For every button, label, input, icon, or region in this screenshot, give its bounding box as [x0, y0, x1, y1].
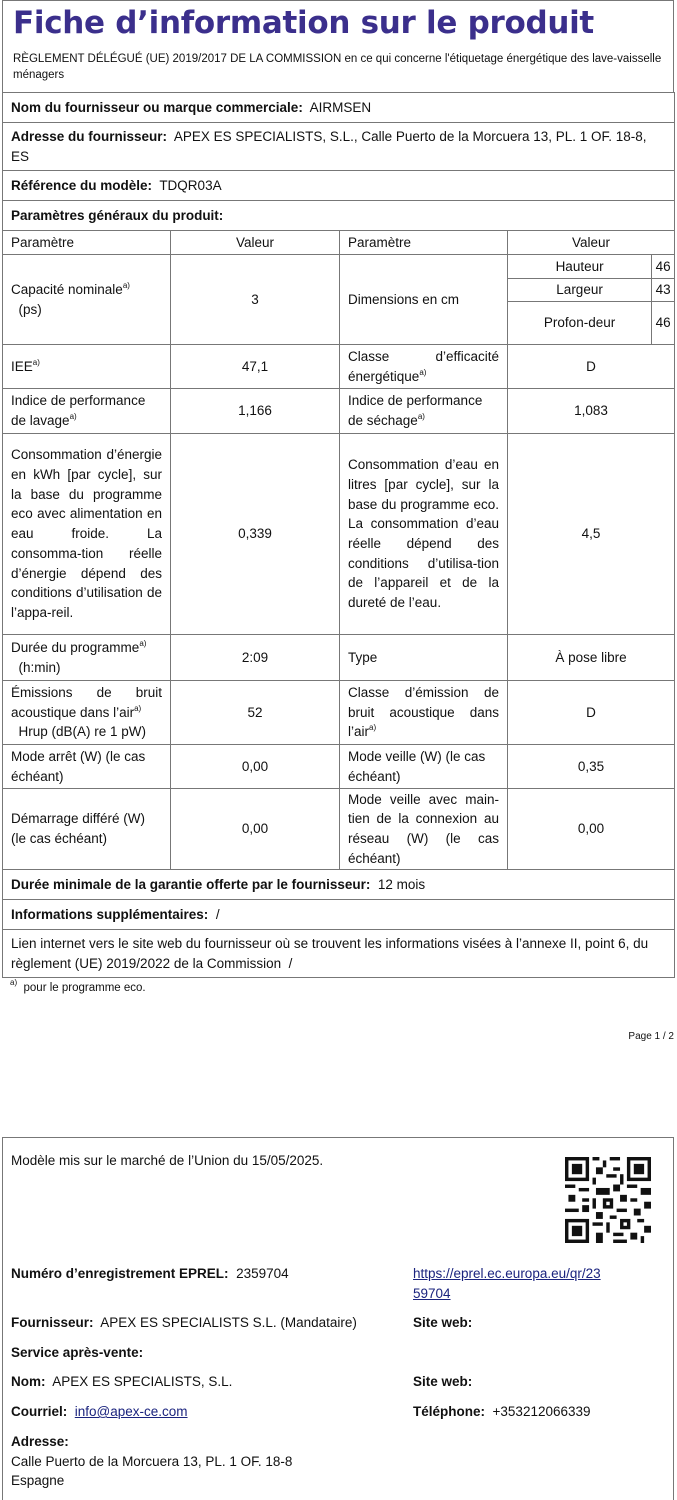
- width-value: 43: [652, 278, 674, 301]
- service-address: Adresse: Calle Puerto de la Morcuera 13, PL. 1 OF. 18-8 Espagne: [11, 1434, 293, 1488]
- height-value: 46: [652, 255, 674, 278]
- website-label: Site web:: [413, 1315, 473, 1330]
- table-row: [3, 870, 675, 900]
- model-label: Référence du modèle:: [11, 177, 153, 193]
- table-row: [3, 930, 675, 978]
- table-row: [3, 434, 675, 635]
- noise-class-value: D: [508, 681, 675, 745]
- table-row: [3, 171, 675, 201]
- noise-class-label: Classe d’émission de bruit acoustique dans l’air$^{a)}$: [340, 681, 508, 745]
- table-row: [3, 681, 675, 745]
- networked-standby-label: Mode veille avec main-tien de la connexion au réseau (W) (le cas échéant): [340, 789, 508, 870]
- duration-value: 2:09: [171, 635, 340, 681]
- supplier-name-label: Nom du fournisseur ou marque commerciale:: [11, 99, 303, 115]
- col-header-value: Valeur: [171, 231, 340, 255]
- capacity-value: 3: [171, 255, 340, 345]
- table-row: [3, 635, 675, 681]
- noise-label: Émissions de bruit acoustique dans l’air$^{a)}$ Hrup (dB(A) re 1 pW): [3, 681, 171, 745]
- website-label: Site web:: [413, 1374, 473, 1389]
- supplier-address-value: APEX ES SPECIALISTS, S.L., Calle Puerto de la Morcuera 13, PL. 1 OF. 18-8, ES: [11, 128, 647, 164]
- wash-index-value: 1,166: [171, 389, 340, 434]
- table-row: [3, 789, 675, 870]
- supplier-link-value: /: [288, 955, 293, 971]
- dimensions-label: Dimensions en cm: [340, 255, 508, 345]
- dry-index-value: 1,083: [508, 389, 675, 434]
- service-phone: Téléphone: +353212066339: [413, 1404, 591, 1419]
- noise-value: 52: [171, 681, 340, 745]
- dimensions-cell: [508, 255, 675, 345]
- depth-label: Profon-deur: [508, 301, 652, 344]
- email-link[interactable]: info@apex-ce.com: [74, 1404, 188, 1419]
- warranty-value: 12 mois: [377, 876, 426, 892]
- delay-start-label: Démarrage différé (W) (le cas échéant): [3, 789, 171, 870]
- wash-index-label: Indice de performance de lavage$^{a)}$: [3, 389, 171, 434]
- footnote: $^{a)}$ pour le programme eco.: [10, 978, 146, 994]
- off-mode-value: 0,00: [171, 745, 340, 789]
- col-header-value: Valeur: [508, 231, 675, 255]
- service-label: Service après-vente:: [11, 1345, 144, 1360]
- supplier-name-value: AIRMSEN: [309, 99, 372, 115]
- delay-start-value: 0,00: [171, 789, 340, 870]
- eprel-url[interactable]: https://eprel.ec.europa.eu/qr/23 59704: [413, 1266, 601, 1301]
- header: [2, 0, 674, 92]
- standby-label: Mode veille (W) (le cas échéant): [340, 745, 508, 789]
- placed-on-market: Modèle mis sur le marché de l’Union du 15/05/2025.: [11, 1153, 324, 1168]
- table-row: [3, 201, 675, 231]
- water-consumption-label: Consommation d’eau en litres [par cycle], sur la base du programme eco. La consommation d’eau réelle dépend des conditions d’utilisa-tion de l’appareil et de la dureté de l’eau.: [340, 434, 508, 635]
- table-row: [3, 345, 675, 389]
- iee-value: 47,1: [171, 345, 340, 389]
- additional-info-value: /: [215, 906, 220, 922]
- height-label: Hauteur: [508, 255, 652, 278]
- type-value: À pose libre: [508, 635, 675, 681]
- service-name: Nom: APEX ES SPECIALISTS, S.L.: [11, 1374, 233, 1389]
- capacity-label: Capacité nominale$^{a)}$ (ps): [3, 255, 171, 345]
- water-consumption-value: 4,5: [508, 434, 675, 635]
- table-row: [3, 93, 675, 123]
- table-row: [3, 900, 675, 930]
- general-params-label: Paramètres généraux du produit:: [3, 201, 675, 231]
- product-info-table: [2, 92, 675, 978]
- table-row: [3, 745, 675, 789]
- energy-class-value: D: [508, 345, 675, 389]
- eprel-reg: Numéro d’enregistrement EPREL: 2359704: [11, 1266, 289, 1281]
- energy-consumption-value: 0,339: [171, 434, 340, 635]
- table-header-row: [3, 231, 675, 255]
- duration-label: Durée du programme$^{a)}$ (h:min): [3, 635, 171, 681]
- regulation-text: RÈGLEMENT DÉLÉGUÉ (UE) 2019/2017 DE LA COMMISSION en ce qui concerne l'étiquetage énergétique des lave-vaisselle ménagers: [13, 53, 662, 81]
- model-value: TDQR03A: [159, 177, 222, 193]
- dry-index-label: Indice de performance de séchage$^{a)}$: [340, 389, 508, 434]
- service-email: Courriel: info@apex-ce.com: [11, 1404, 188, 1419]
- type-label: Type: [340, 635, 508, 681]
- off-mode-label: Mode arrêt (W) (le cas échéant): [3, 745, 171, 789]
- supplier-address-label: Adresse du fournisseur:: [11, 128, 168, 144]
- page-number: Page 1 / 2: [628, 1031, 674, 1042]
- table-row: [3, 389, 675, 434]
- energy-class-label: Classe d’efficacité énergétique$^{a)}$: [340, 345, 508, 389]
- depth-value: 46: [655, 315, 671, 330]
- networked-standby-value: 0,00: [508, 789, 675, 870]
- qr-code-icon[interactable]: [565, 1157, 651, 1243]
- iee-label: IEE$^{a)}$: [3, 345, 171, 389]
- standby-value: 0,35: [508, 745, 675, 789]
- col-header-param: Paramètre: [340, 231, 508, 255]
- eprel-supplier: Fournisseur: APEX ES SPECIALISTS S.L. (Mandataire): [11, 1315, 357, 1330]
- page-title: Fiche d’information sur le produit: [13, 5, 594, 41]
- supplier-link-text: Lien internet vers le site web du fournisseur où se trouvent les informations visées à l’annexe II, point 6, du règlement (UE) 2019/2022 de la Commission: [11, 935, 649, 971]
- warranty-label: Durée minimale de la garantie offerte par le fournisseur:: [11, 876, 371, 892]
- table-row: [3, 123, 675, 171]
- width-label: Largeur: [508, 278, 652, 301]
- energy-consumption-label: Consommation d’énergie en kWh [par cycle], sur la base du programme eco avec alimentation en eau froide. La consomma-tion réelle d’énergie dépend des conditions d’utilisation de l’appa-reil.: [3, 434, 171, 635]
- table-row: [3, 255, 675, 345]
- col-header-param: Paramètre: [3, 231, 171, 255]
- additional-info-label: Informations supplémentaires:: [11, 906, 209, 922]
